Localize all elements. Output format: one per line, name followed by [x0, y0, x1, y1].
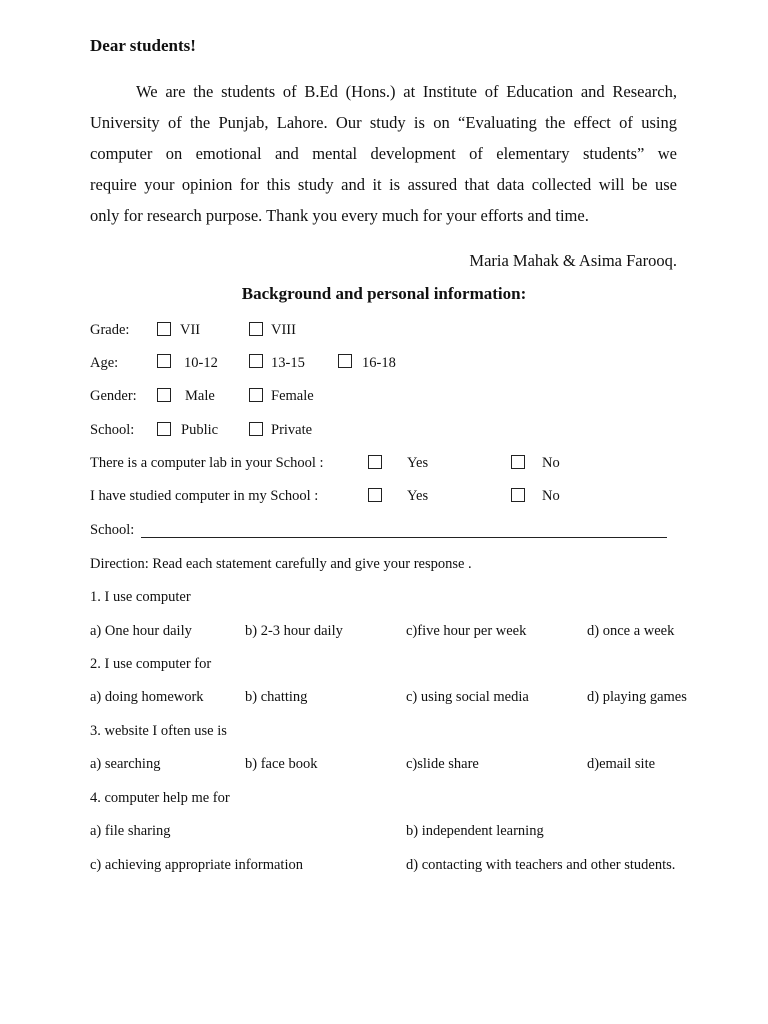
- q1-option-b[interactable]: b) 2-3 hour daily: [245, 623, 343, 639]
- q4-option-c[interactable]: c) achieving appropriate information: [90, 857, 303, 873]
- q1-option-a[interactable]: a) One hour daily: [90, 623, 192, 639]
- intro-line: University of the Punjab, Lahore. Our study is on “Evaluating the effect of using: [90, 113, 677, 132]
- greeting-heading: Dear students!: [90, 36, 196, 55]
- q2-option-d[interactable]: d) playing games: [587, 689, 687, 705]
- computer-lab-no-checkbox[interactable]: [511, 455, 525, 469]
- studied-computer-no-checkbox[interactable]: [511, 488, 525, 502]
- age-10-12-label: 10-12: [184, 355, 218, 371]
- computer-lab-no-label: No: [542, 455, 560, 471]
- question-4: 4. computer help me for: [90, 790, 230, 806]
- computer-lab-yes-label: Yes: [407, 455, 429, 471]
- grade-vii-label: VII: [180, 322, 201, 338]
- studied-computer-question: I have studied computer in my School :: [90, 488, 319, 504]
- age-13-15-label: 13-15: [271, 355, 305, 371]
- intro-paragraph: [90, 76, 677, 231]
- question-3: 3. website I often use is: [90, 723, 227, 739]
- intro-line: only for research purpose. Thank you every much for your efforts and time.: [90, 206, 589, 225]
- studied-computer-no-label: No: [542, 488, 560, 504]
- grade-label: Grade:: [90, 322, 130, 338]
- school-private-label: Private: [271, 422, 313, 438]
- q4-option-d[interactable]: d) contacting with teachers and other students.: [406, 857, 676, 873]
- school-type-label: School:: [90, 422, 135, 438]
- signature: Maria Mahak & Asima Farooq.: [469, 251, 677, 270]
- gender-male-label: Male: [185, 388, 215, 404]
- q3-option-c[interactable]: c)slide share: [406, 756, 479, 772]
- q4-option-b[interactable]: b) independent learning: [406, 823, 544, 839]
- q2-option-a[interactable]: a) doing homework: [90, 689, 204, 705]
- q3-option-b[interactable]: b) face book: [245, 756, 318, 772]
- intro-line: computer on emotional and mental development of elementary students” we: [90, 144, 677, 163]
- grade-viii-checkbox[interactable]: [249, 322, 263, 336]
- direction-text: Direction: Read each statement carefully and give your response .: [90, 556, 472, 572]
- computer-lab-yes-checkbox[interactable]: [368, 455, 382, 469]
- q1-option-c[interactable]: c)five hour per week: [406, 623, 527, 639]
- studied-computer-yes-checkbox[interactable]: [368, 488, 382, 502]
- age-16-18-checkbox[interactable]: [338, 354, 352, 368]
- grade-vii-checkbox[interactable]: [157, 322, 171, 336]
- school-name-field[interactable]: [141, 537, 667, 538]
- q4-option-a[interactable]: a) file sharing: [90, 823, 171, 839]
- section-title: Background and personal information:: [241, 284, 527, 303]
- q1-option-d[interactable]: d) once a week: [587, 623, 675, 639]
- intro-line: require your opinion for this study and it is assured that data collected will be use: [90, 175, 677, 194]
- school-name-label: School:: [90, 522, 135, 538]
- computer-lab-question: There is a computer lab in your School :: [90, 455, 324, 471]
- question-1: 1. I use computer: [90, 589, 191, 605]
- school-private-checkbox[interactable]: [249, 422, 263, 436]
- grade-viii-label: VIII: [271, 322, 296, 338]
- age-10-12-checkbox[interactable]: [157, 354, 171, 368]
- age-label: Age:: [90, 355, 119, 371]
- intro-line: We are the students of B.Ed (Hons.) at Institute of Education and Research,: [136, 82, 677, 101]
- q3-option-d[interactable]: d)email site: [587, 756, 656, 772]
- q2-option-b[interactable]: b) chatting: [245, 689, 308, 705]
- gender-female-label: Female: [271, 388, 314, 404]
- gender-female-checkbox[interactable]: [249, 388, 263, 402]
- school-public-checkbox[interactable]: [157, 422, 171, 436]
- gender-male-checkbox[interactable]: [157, 388, 171, 402]
- gender-label: Gender:: [90, 388, 137, 404]
- q2-option-c[interactable]: c) using social media: [406, 689, 529, 705]
- question-2: 2. I use computer for: [90, 656, 212, 672]
- studied-computer-yes-label: Yes: [407, 488, 429, 504]
- school-public-label: Public: [181, 422, 219, 438]
- age-13-15-checkbox[interactable]: [249, 354, 263, 368]
- age-16-18-label: 16-18: [362, 355, 396, 371]
- q3-option-a[interactable]: a) searching: [90, 756, 161, 772]
